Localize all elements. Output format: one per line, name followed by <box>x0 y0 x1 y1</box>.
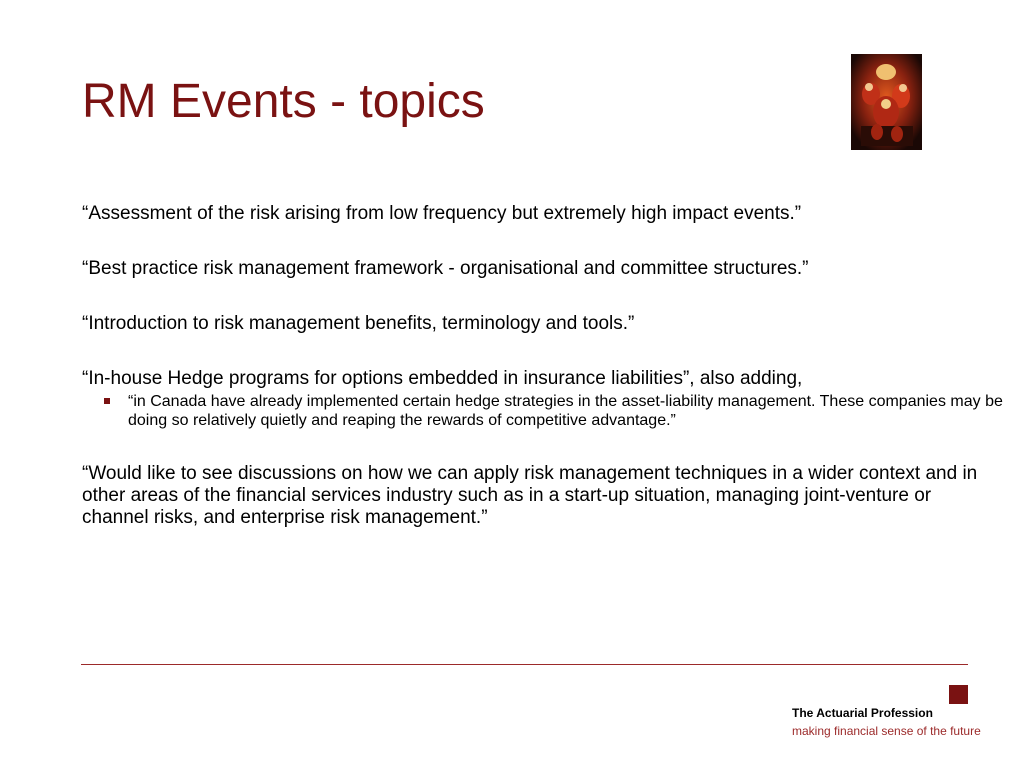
org-tagline: making financial sense of the future <box>792 724 981 738</box>
square-bullet-icon <box>104 398 110 404</box>
sub-bullet-item <box>82 392 1008 430</box>
quote-paragraph: “Best practice risk management framework - organisational and committee structures.” <box>82 258 809 279</box>
sub-bullet-text: “in Canada have already implemented certain hedge strategies in the asset-liability management. These companies may be doing so relatively quietly and reaping the rewards of competitive advantage.” <box>128 393 1003 429</box>
square-logo-mark <box>949 685 968 704</box>
org-name: The Actuarial Profession <box>792 706 933 720</box>
slide-title: RM Events - topics <box>82 75 485 128</box>
movie-poster-image <box>851 54 922 150</box>
footer-divider <box>81 664 968 665</box>
quote-paragraph: “Assessment of the risk arising from low frequency but extremely high impact events.” <box>82 203 802 224</box>
quote-paragraph: “Would like to see discussions on how we can apply risk management techniques in a wider context and in other areas of the financial services industry such as in a start-up situation, managing joint-venture or channel risks, and enterprise risk management.” <box>82 463 978 528</box>
slide-body <box>82 203 1003 562</box>
quote-paragraph: “Introduction to risk management benefits, terminology and tools.” <box>82 313 635 334</box>
quote-paragraph: “In-house Hedge programs for options embedded in insurance liabilities”, also adding, <box>82 368 803 389</box>
